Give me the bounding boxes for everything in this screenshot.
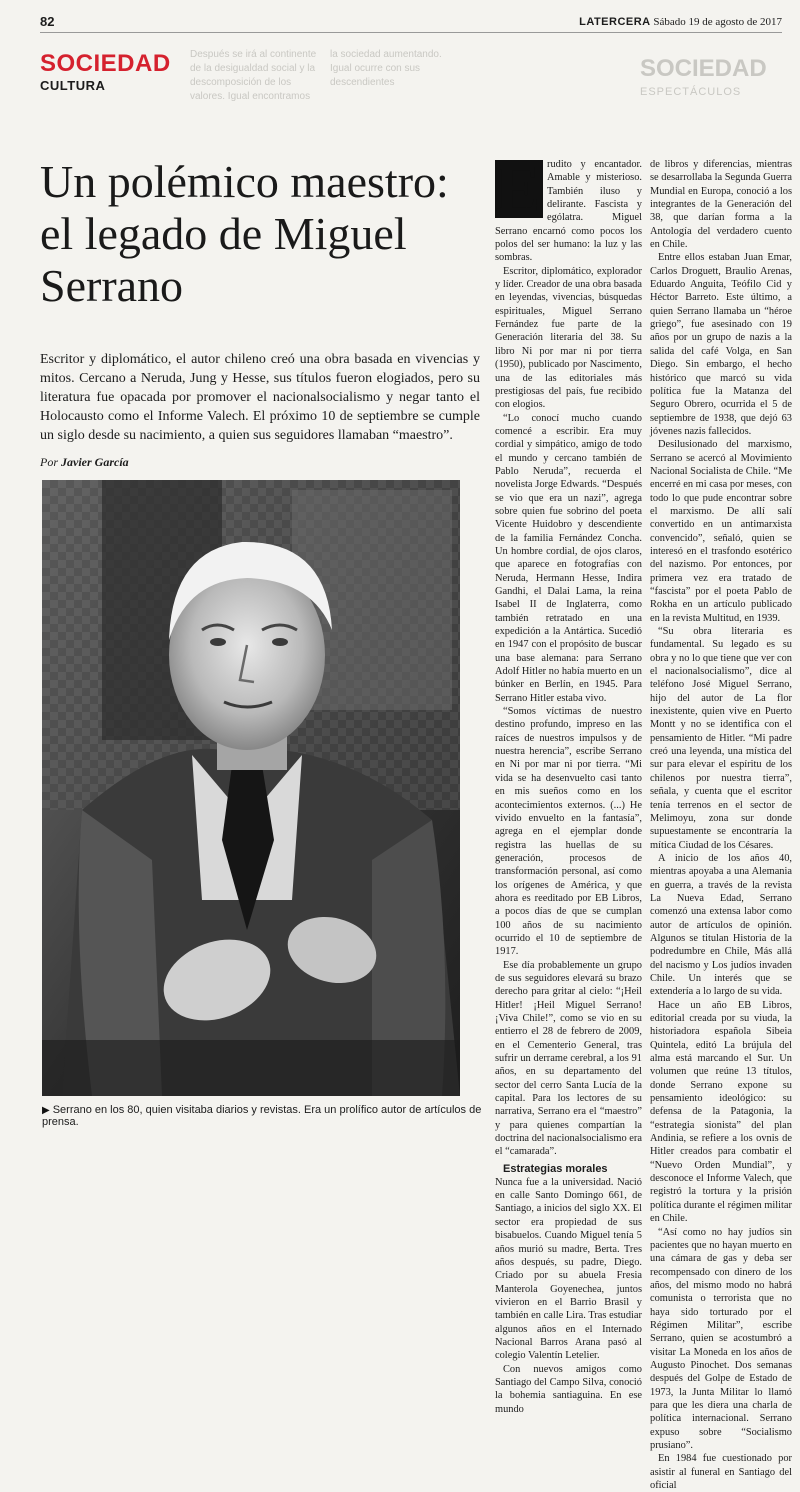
article-photo xyxy=(42,480,460,1096)
photo-caption xyxy=(42,1104,502,1128)
body-paragraph: Nunca fue a la universidad. Nació en calle Santo Domingo 661, de Santiago, a inicios del siglo XX. El sector era propiedad de sus bisabuelos. Cuando Miguel tenía 5 años murió su madre, Berta. Tres años después, su padre, Diego. Criado por su abuela Fresia Manterola Goyenechea, juntos vivieron en el Barrio Brasil y también en calle Lira. Tras estudiar algunos años en el Internado Nacional Barros Arana pasó al colegio Valentín Letelier. xyxy=(495,1176,642,1362)
triangle-right-icon: ▶ xyxy=(42,1105,50,1116)
byline-prefix: Por xyxy=(40,455,58,469)
section-title: SOCIEDAD xyxy=(40,50,171,77)
byline xyxy=(40,455,129,470)
body-paragraph: “Lo conocí mucho cuando comencé a escribir. Era muy cordial y simpático, amigo de todo el mundo y cercano también de Pablo Neruda”, recuerda el novelista Jorge Edwards. “Después se vio que era un nazi”, agrega sobre quien fue sobrino del poeta Vicente Huidobro y descendiente de la familia Fernández Concha. Un hombre cordial, de ojos claros, que aparece en fotografías con Neruda, Hermann Hesse, Indira Gandhi, el Dalai Lama, la reina Isabel II de Inglaterra, como también retratado en una expedición a la Antártica. Sucedió en 1947 con el propósito de buscar una base alemana: para Serrano Adolf Hitler no había muerto en un búnker en Berlín, en 1945. Para Serrano Hitler estaba vivo. xyxy=(495,412,642,704)
body-paragraph: Ese día probablemente un grupo de sus seguidores elevará su brazo derecho para gritar al cielo: “¡Heil Hitler! ¡Heil Miguel Serrano! ¡Viva Chile!”, como se vio en su entierro el 28 de febrero de 2009, en el Cementerio General, tras sufrir un derrame cerebral, a los 91 años, en su departamento del sector del cerro Santa Lucía de la capital. Para los lectores de su narrativa, Serrano era el “maestro” y para quienes compartían la doctrina del nacionalsocialismo era el “camarada”. xyxy=(495,959,642,1158)
article-dek: Escritor y diplomático, el autor chileno creó una obra basada en vivencias y mitos. Cercano a Neruda, Jung y Hesse, sus títulos fueron elogiados, pero su literatura fue opacada por promover el nacionalsocialismo y negar tanto el Holocausto como el Informe Valech. El próximo 10 de septiembre se cumple un siglo desde su nacimiento, a quien sus seguidores llamaban “maestro”. xyxy=(40,352,480,443)
body-paragraph: de libros y diferencias, mientras se desarrollaba la Segunda Guerra Mundial en Europa, conoció a los integrantes de la Generación del 38, que darían forma a la Antología del verdadero cuento en Chile. xyxy=(650,159,792,251)
body-paragraph: Hace un año EB Libros, editorial creada por su viuda, la historiadora española Sibeia Quintela, editó La brújula del alma está marcando el Sur. Un volumen que reúne 13 títulos, donde Serrano expone su pensamiento ideológico: su defensa de la Patagonia, la “estrategia sionista” del plan Andinia, se refiere a los ovnis de Hitler creados para combatir el “Nuevo Orden Mundial”, y desconoce el Informe Valech, que registró la tortura y la prisión política durante el régimen militar en Chile. xyxy=(650,999,792,1225)
portrait-illustration xyxy=(42,480,460,1096)
byline-author: Javier García xyxy=(61,455,129,469)
dropcap-letter: E xyxy=(495,160,543,218)
body-paragraph: En 1984 fue cuestionado por asistir al funeral en Santiago del oficial xyxy=(650,1453,792,1492)
header-rule xyxy=(40,32,782,33)
body-paragraph: “Somos víctimas de nuestro destino profundo, impreso en las raíces de nuestros impulsos y de nuestra herencia”, escribe Serrano en Ni por mar ni por tierra. “Mi vida se ha desenvuelto casi tanto en mis sueños como en los acontecimientos externos. (...) He vivido envuelto en la fantasía”, agrega en el ejemplar donde registra las huellas de su generación, procesos de transformación personal, así como los orígenes de América, y que ahora es reeditado por EB Libros, a pocos días de que se cumplan 100 años de su nacimiento ocurrido el 10 de septiembre de 1917. xyxy=(495,706,642,958)
issue-date: Sábado 19 de agosto de 2017 xyxy=(653,16,782,28)
ghost-text-mid: la sociedad aumentando. Igual ocurre con sus descendientes xyxy=(330,49,442,88)
masthead xyxy=(579,16,782,28)
page-number: 82 xyxy=(40,14,55,29)
article-column-1 xyxy=(495,150,642,1415)
body-paragraph: “Su obra literaria es fundamental. Su legado es su obra y no lo que tiene que ver con el nacionalsocialismo”, dice al teléfono José Miguel Serrano, hijo del autor de La flor inexistente, quien vive en Puerto Montt y no se identifica con el pensamiento de Hitler. “Mi padre creó una leyenda, una mística del sur para elevar el espíritu de los chilenos por nuestra tierra”, señala, y cuenta que el escritor tenía terrenos en el sector de Melimoyu, zona sur donde supuestamente se encontraría la mítica Ciudad de los Césares. xyxy=(650,626,792,851)
caption-text: Serrano en los 80, quien visitaba diarios y revistas. Era un prolífico autor de artículos de prensa. xyxy=(42,1104,482,1128)
ghost-text-left: Después se irá al continente de la desigualdad social y la descomposición de los valores. Igual encontramos xyxy=(190,49,317,102)
body-paragraph: “Así como no hay judíos sin pacientes que no hayan muerto en una cámara de gas y deba ser recompensado con dinero de los años, del mismo modo no habrá comunista o terrorista que no haya sido torturado por el Régimen Militar”, escribe Serrano, quien se acostumbró a visitar La Moneda en los años de Augusto Pinochet. Dos semanas después del Golpe de Estado de 1973, la Junta Militar lo llamó para que les diera una charla de política internacional. Serrano expuso sobre “Socialismo prusiano”. xyxy=(650,1226,792,1451)
body-paragraph: Escritor, diplomático, explorador y líder. Creador de una obra basada en leyendas, vivencias, búsquedas espirituales, Miguel Serrano Fernández fue parte de la Generación literaria del 38. Su libro Ni por mar ni por tierra (1950), publicado por Nascimento, una de las editoriales más prestigiosas del país, fue recibido con elogios. xyxy=(495,265,642,411)
article-headline: Un polémico maestro: el legado de Miguel Serrano xyxy=(40,156,449,311)
body-paragraph: Desilusionado del marxismo, Serrano se acercó al Movimiento Nacional Socialista de Chile. “Me encerré en mi casa por meses, con todo lo que pude encontrar sobre el marxismo. De allí salí convertido en un antimarxista convencido”, señaló, quien se interesó en el trasfondo esotérico del nazismo. Por entonces, por primera vez era tratado de “fascista” por el poeta Pablo de Rokha en un artículo publicado en la revista Multitud, en 1939. xyxy=(650,439,792,624)
subsection-title: CULTURA xyxy=(40,78,106,93)
body-paragraph: Con nuevos amigos como Santiago del Campo Silva, conoció la bohemia santiaguina. En ese mundo xyxy=(495,1363,642,1415)
body-paragraph: A inicio de los años 40, mientras apoyaba a una Alemania en guerra, a través de la revista La Nueva Edad, Serrano comenzó una extensa labor como autor de artículos de opinión. Algunos se titulan Historia de la podredumbre en Chile, Más allá del nacismo y Los judíos invaden Chile. Un interés que se extendería a lo largo de su vida. xyxy=(650,852,792,998)
body-paragraph: Entre ellos estaban Juan Emar, Carlos Droguett, Braulio Arenas, Eduardo Anguita, Teófilo Cid y Héctor Barreto. Este último, a quien Serrano llamaba un “héroe griego”, fue asesinado con 19 años por un grupo de nazis a la salida del café Volga, en San Diego. Sin embargo, el hecho histórico que marcó su vida política fue la Matanza del Seguro Obrero, ocurrida el 5 de septiembre de 1938, que dejó 63 jóvenes nazis fallecidos. xyxy=(650,252,792,437)
newspaper-name: LATERCERA xyxy=(579,16,651,28)
body-subhead: Estrategias morales xyxy=(503,1162,608,1175)
ghost-section-sub: ESPECTÁCULOS xyxy=(640,86,742,98)
article-column-2 xyxy=(650,158,792,1492)
body-paragraph: rudito y encantador. Amable y misterioso. También iluso y delirante. Fascista y ególatra. Miguel Serrano encarnó como pocos los polos del ser humano: la luz y las sombras. xyxy=(495,159,642,264)
ghost-section-title: SOCIEDAD xyxy=(640,55,767,82)
